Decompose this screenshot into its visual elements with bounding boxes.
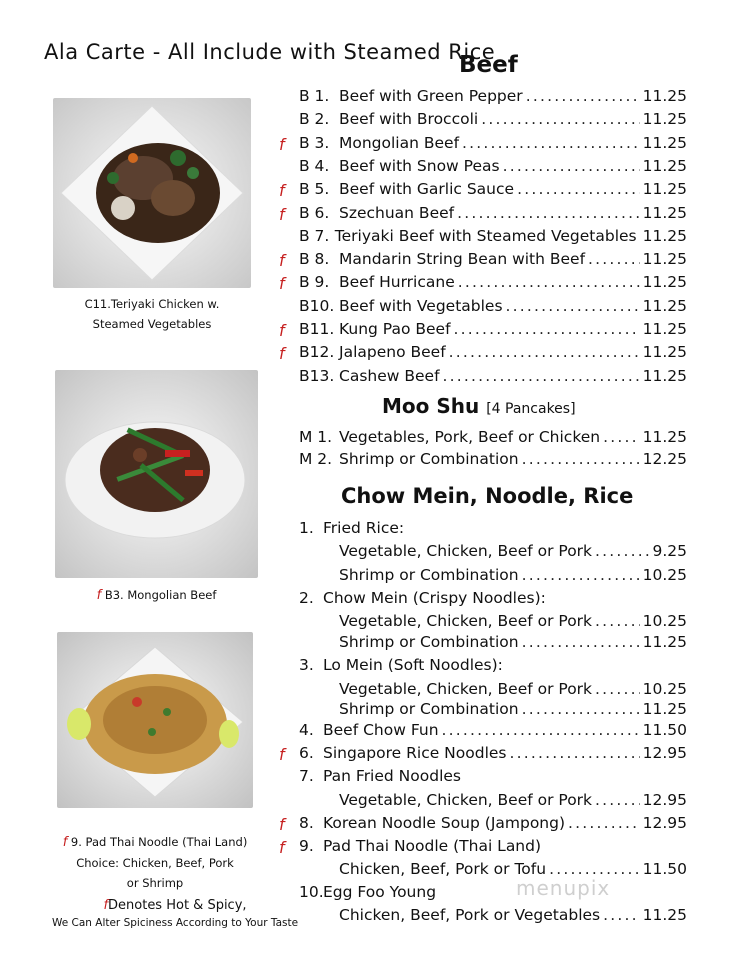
- leader-dots: [522, 566, 640, 584]
- menu-row: [279, 180, 687, 201]
- item-name: Vegetable, Chicken, Beef or Pork: [339, 680, 593, 698]
- item-code: B 1.: [299, 87, 330, 105]
- leader-dots: [522, 450, 640, 468]
- pad-thai-photo: [57, 632, 253, 808]
- chili-icon: f: [96, 588, 102, 603]
- item-name: Mandarin String Bean with Beef: [339, 250, 586, 269]
- leader-dots: [522, 633, 640, 651]
- leader-dots: [449, 343, 640, 361]
- item-code: M 2.: [299, 450, 333, 468]
- mongolian-beef-caption: [55, 585, 258, 606]
- leader-dots: [457, 204, 640, 222]
- menu-row: [299, 87, 687, 105]
- item-name: Vegetable, Chicken, Beef or Pork: [339, 791, 593, 809]
- leader-dots: [503, 157, 640, 175]
- menu-row: [279, 133, 687, 154]
- item-price: 12.95: [642, 814, 687, 832]
- menu-row: [279, 343, 687, 364]
- chili-icon: f: [103, 898, 109, 913]
- item-price: 11.25: [642, 156, 687, 175]
- item-name: Fried Rice:: [323, 519, 405, 537]
- item-code: 7.: [299, 767, 314, 785]
- menu-row: [299, 721, 687, 739]
- leader-dots: [481, 110, 639, 128]
- teriyaki-chicken-caption: [53, 294, 251, 334]
- item-price: 10.25: [642, 680, 687, 698]
- item-code: B 4.: [299, 156, 330, 175]
- item-code: B12.: [299, 343, 335, 362]
- item-name: Beef with Green Pepper: [339, 87, 523, 105]
- chili-icon: f: [279, 204, 285, 224]
- menu-row: [279, 203, 687, 224]
- chili-icon: f: [279, 181, 285, 201]
- menu-row: [339, 566, 687, 584]
- item-name: Lo Mein (Soft Noodles):: [323, 656, 503, 674]
- item-name: Szechuan Beef: [339, 203, 455, 222]
- leader-dots: [510, 744, 640, 762]
- item-price: 11.25: [642, 366, 687, 385]
- leader-dots: [603, 906, 640, 924]
- leader-dots: [568, 814, 640, 832]
- leader-dots: [458, 273, 640, 291]
- item-name: Korean Noodle Soup (Jampong): [323, 814, 566, 832]
- leader-dots: [595, 680, 640, 698]
- watermark: menupix: [516, 876, 611, 900]
- item-code: B11.: [299, 320, 335, 338]
- item-price: 12.95: [642, 791, 687, 809]
- menu-row: [339, 680, 687, 698]
- menu-row: [339, 612, 687, 630]
- menu-row: [299, 110, 687, 128]
- caption-line: [40, 832, 270, 853]
- leader-dots: [462, 134, 640, 152]
- leader-dots: [517, 180, 640, 198]
- item-code: B 8.: [299, 250, 330, 269]
- section-title-beef: Beef: [459, 52, 518, 78]
- menu-row: [339, 633, 687, 651]
- menu-header: Ala Carte - All Include with Steamed Rice: [44, 40, 496, 64]
- item-name: Chow Mein (Crispy Noodles):: [323, 589, 546, 607]
- item-code: M 1.: [299, 428, 333, 446]
- leader-dots: [588, 250, 640, 268]
- leader-dots: [454, 320, 640, 338]
- item-name: Beef with Snow Peas: [339, 156, 500, 175]
- leader-dots: [442, 721, 640, 739]
- leader-dots: [526, 87, 640, 105]
- caption-text: 9. Pad Thai Noodle (Thai Land): [70, 835, 248, 849]
- menu-row: [299, 589, 687, 607]
- item-code: 6.: [299, 744, 314, 762]
- item-name: Singapore Rice Noodles: [323, 744, 507, 762]
- menu-row: [299, 367, 687, 385]
- menu-row: [299, 428, 687, 446]
- item-name: Teriyaki Beef with Steamed Vegetables: [334, 226, 637, 245]
- item-price: 11.25: [642, 428, 687, 446]
- item-price: 11.25: [642, 133, 687, 152]
- item-price: 11.25: [642, 906, 687, 924]
- menu-row: [279, 320, 687, 340]
- item-name: Beef with Broccoli: [339, 110, 479, 129]
- menu-row: [339, 542, 687, 560]
- chili-icon: f: [279, 838, 285, 857]
- item-name: Chicken, Beef, Pork or Tofu: [339, 860, 547, 878]
- item-code: 3.: [299, 656, 314, 674]
- item-code: B10.: [299, 296, 335, 315]
- menu-row: [279, 250, 687, 271]
- item-price: 11.50: [642, 721, 687, 739]
- item-code: 8.: [299, 814, 314, 832]
- leader-dots: [522, 700, 640, 718]
- item-name: Mongolian Beef: [339, 133, 460, 152]
- teriyaki-chicken-photo: [53, 98, 251, 288]
- item-code: 10.: [299, 883, 324, 901]
- item-code: 4.: [299, 721, 314, 739]
- item-name: Egg Foo Young: [323, 883, 437, 901]
- item-price: 11.25: [642, 180, 687, 199]
- leader-dots: [595, 612, 640, 630]
- menu-row: [279, 744, 687, 764]
- chili-icon: f: [279, 344, 285, 364]
- chili-icon: f: [62, 835, 68, 850]
- item-price: 11.25: [642, 273, 687, 292]
- leader-dots: [595, 542, 649, 560]
- section-title-mooshu: [382, 394, 576, 418]
- item-price: 11.25: [642, 203, 687, 222]
- item-name: Beef with Vegetables: [339, 296, 503, 315]
- menu-row: [299, 297, 687, 315]
- chili-icon: f: [279, 274, 285, 294]
- item-name: Vegetable, Chicken, Beef or Pork: [339, 542, 593, 560]
- chili-icon: f: [279, 815, 285, 834]
- mooshu-note: [4 Pancakes]: [486, 401, 576, 417]
- item-price: 10.25: [642, 566, 687, 584]
- item-price: 11.25: [642, 296, 687, 315]
- menu-row: [339, 791, 687, 809]
- item-code: B 7.: [299, 226, 330, 245]
- menu-row: [339, 860, 687, 878]
- section-title-chow-mein: Chow Mein, Noodle, Rice: [341, 484, 634, 508]
- item-code: B13.: [299, 366, 335, 385]
- menu-row: [339, 700, 687, 718]
- item-price: 11.25: [642, 110, 687, 129]
- menu-row: [299, 157, 687, 175]
- item-price: 11.50: [642, 860, 687, 878]
- item-name: Shrimp or Combination: [339, 700, 519, 718]
- item-name: Vegetables, Pork, Beef or Chicken: [339, 428, 601, 446]
- chili-icon: f: [279, 251, 285, 271]
- menu-row: [299, 227, 687, 245]
- chili-icon: f: [279, 134, 285, 154]
- menu-row: [279, 837, 687, 857]
- item-name: Vegetable, Chicken, Beef or Pork: [339, 612, 593, 630]
- hot-spicy-legend: [40, 898, 310, 929]
- caption-line: Choice: Chicken, Beef, Pork: [76, 856, 234, 870]
- legend-text: Denotes Hot & Spicy,: [108, 898, 247, 913]
- item-price: 11.25: [642, 226, 687, 245]
- item-price: 11.25: [642, 320, 687, 338]
- item-name: Pan Fried Noodles: [323, 767, 461, 785]
- legend-subtext: We Can Alter Spiciness According to Your Taste: [51, 917, 299, 929]
- caption-line: [55, 585, 258, 606]
- leader-dots: [603, 428, 640, 446]
- item-name: Beef with Garlic Sauce: [339, 180, 515, 199]
- item-name: Chicken, Beef, Pork or Vegetables: [339, 906, 601, 924]
- item-name: Shrimp or Combination: [339, 450, 519, 468]
- item-name: Shrimp or Combination: [339, 566, 519, 584]
- mongolian-beef-photo: [55, 370, 258, 578]
- chili-icon: f: [279, 321, 285, 340]
- item-name: Beef Chow Fun: [323, 721, 439, 739]
- menu-row: [299, 767, 687, 785]
- item-name: Cashew Beef: [339, 366, 440, 385]
- menu-row: [299, 883, 687, 901]
- caption-line: Steamed Vegetables: [92, 317, 212, 331]
- item-code: B 3.: [299, 133, 330, 152]
- item-name: Shrimp or Combination: [339, 633, 519, 651]
- item-price: 11.25: [642, 87, 687, 105]
- caption-line: or Shrimp: [126, 876, 184, 890]
- caption-text: B3. Mongolian Beef: [104, 588, 217, 602]
- item-name: Pad Thai Noodle (Thai Land): [323, 837, 542, 855]
- item-price: 9.25: [652, 542, 687, 560]
- item-code: 2.: [299, 589, 314, 607]
- item-price: 10.25: [642, 612, 687, 630]
- menu-row: [299, 519, 687, 537]
- item-code: 9.: [299, 837, 314, 855]
- menu-row: [279, 814, 687, 834]
- item-price: 12.25: [642, 450, 687, 468]
- item-code: B 5.: [299, 180, 330, 199]
- menu-row: [299, 450, 687, 468]
- item-code: B 6.: [299, 203, 330, 222]
- item-price: 11.25: [642, 700, 687, 718]
- menu-row: [299, 656, 687, 674]
- menu-row: [339, 906, 687, 924]
- item-name: Kung Pao Beef: [339, 320, 451, 338]
- mooshu-title: Moo Shu: [382, 394, 480, 418]
- item-code: B 9.: [299, 273, 330, 292]
- pad-thai-caption: [40, 832, 270, 893]
- legend-line: [40, 898, 310, 913]
- caption-line: C11.Teriyaki Chicken w.: [84, 297, 220, 311]
- item-name: Beef Hurricane: [339, 273, 455, 292]
- leader-dots: [443, 367, 640, 385]
- item-name: Jalapeno Beef: [339, 343, 446, 362]
- chili-icon: f: [279, 745, 285, 764]
- item-code: 1.: [299, 519, 314, 537]
- item-price: 11.25: [642, 343, 687, 362]
- leader-dots: [595, 791, 640, 809]
- item-price: 11.25: [642, 633, 687, 651]
- item-price: 12.95: [642, 744, 687, 762]
- item-code: B 2.: [299, 110, 330, 129]
- menu-row: [279, 273, 687, 294]
- leader-dots: [506, 297, 640, 315]
- item-price: 11.25: [642, 250, 687, 269]
